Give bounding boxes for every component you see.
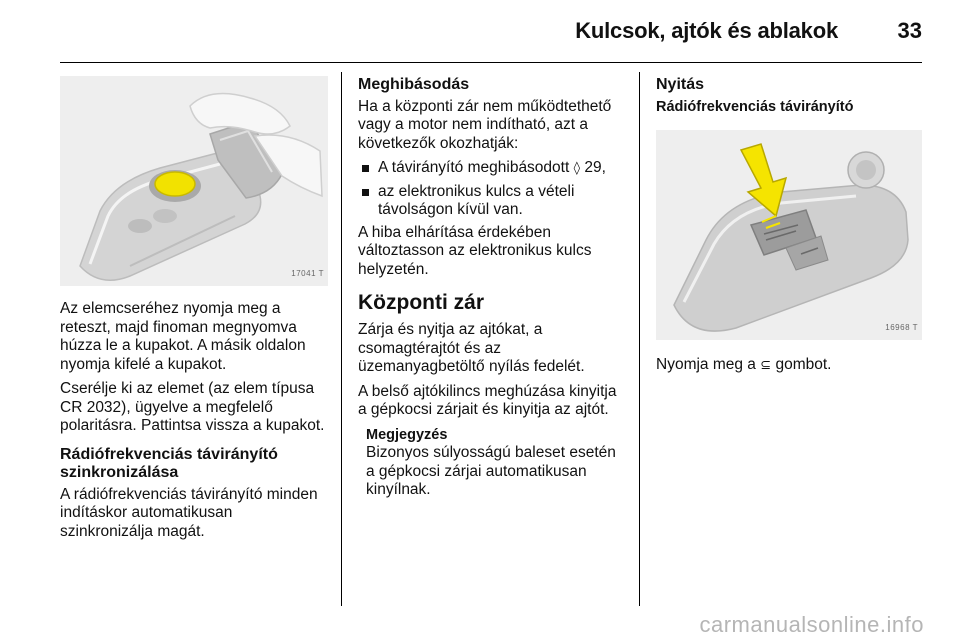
watermark: carmanualsonline.info	[699, 612, 924, 637]
fault-text: Ha a központi zár nem működtethető vagy a motor nem indítható, azt a következők okozhatják:	[358, 97, 612, 152]
column-divider-2	[639, 72, 640, 606]
note-title: Megjegyzés	[366, 426, 448, 443]
bullet-text: A távirányító meghibásodott	[378, 159, 570, 176]
header-rule	[60, 62, 922, 63]
page-number: 33	[897, 18, 922, 43]
list-item	[358, 183, 628, 220]
fault-list	[358, 159, 628, 220]
sync-heading-line1: Rádiófrekvenciás távirányító	[60, 445, 278, 463]
section-title: Kulcsok, ajtók és ablakok	[575, 18, 838, 43]
battery-instructions-2: Cserélje ki az elemet (az elem típusa CR 2032), ügyelve a megfelelő polaritásra. Pattintsa vissza a kupakot.	[60, 380, 325, 434]
remote-heading: Rádiófrekvenciás távirányító	[656, 98, 854, 115]
page-reference[interactable]: 29,	[584, 159, 606, 176]
note-box	[358, 426, 628, 500]
central-lock-text-2: A belső ajtókilincs meghúzása kinyitja a gépkocsi zárjait és kinyitja az ajtót.	[358, 382, 617, 418]
sync-heading-line2: szinkronizálása	[60, 464, 179, 481]
press-text-before: Nyomja meg a	[656, 356, 756, 373]
unlock-button-icon: ⊆	[760, 358, 772, 373]
figure-code: 17041 T	[291, 268, 324, 278]
remote-unlock-figure	[656, 130, 922, 340]
key-battery-illustration	[60, 76, 328, 286]
sync-text: A rádiófrekvenciás távirányító minden indításkor automatikusan szinkronizálja magát.	[60, 485, 318, 540]
page-reference-icon: ◊	[573, 161, 581, 176]
middle-column	[358, 76, 628, 500]
list-item	[358, 159, 628, 179]
figure-code: 16968 T	[885, 322, 918, 332]
fault-fix-text: A hiba elhárítása érdekében változtasson az elektronikus kulcs helyzetén.	[358, 223, 592, 278]
central-lock-heading: Központi zár	[358, 291, 484, 314]
bullet-text: az elektronikus kulcs a vételi távolságon kívül van.	[378, 182, 575, 218]
note-text: Bizonyos súlyosságú baleset esetén a gépkocsi zárjai automatikusan kinyílnak.	[366, 444, 616, 498]
central-lock-text-1: Zárja és nyitja az ajtókat, a csomagtérajtót és az üzemanyagbetöltő nyílás fedelét.	[358, 321, 585, 375]
right-column	[656, 76, 922, 382]
remote-key-illustration	[656, 130, 922, 340]
fault-heading: Meghibásodás	[358, 76, 470, 93]
open-heading: Nyitás	[656, 76, 705, 93]
press-text-after: gombot.	[775, 356, 832, 373]
column-divider-1	[341, 72, 342, 606]
battery-replacement-figure	[60, 76, 328, 286]
battery-instructions-1: Az elemcseréhez nyomja meg a reteszt, majd finoman megnyomva húzza le a kupakot. A másik oldalon nyomja kifelé a kupakot.	[60, 300, 306, 373]
left-column	[60, 76, 328, 547]
press-instruction	[656, 356, 922, 376]
